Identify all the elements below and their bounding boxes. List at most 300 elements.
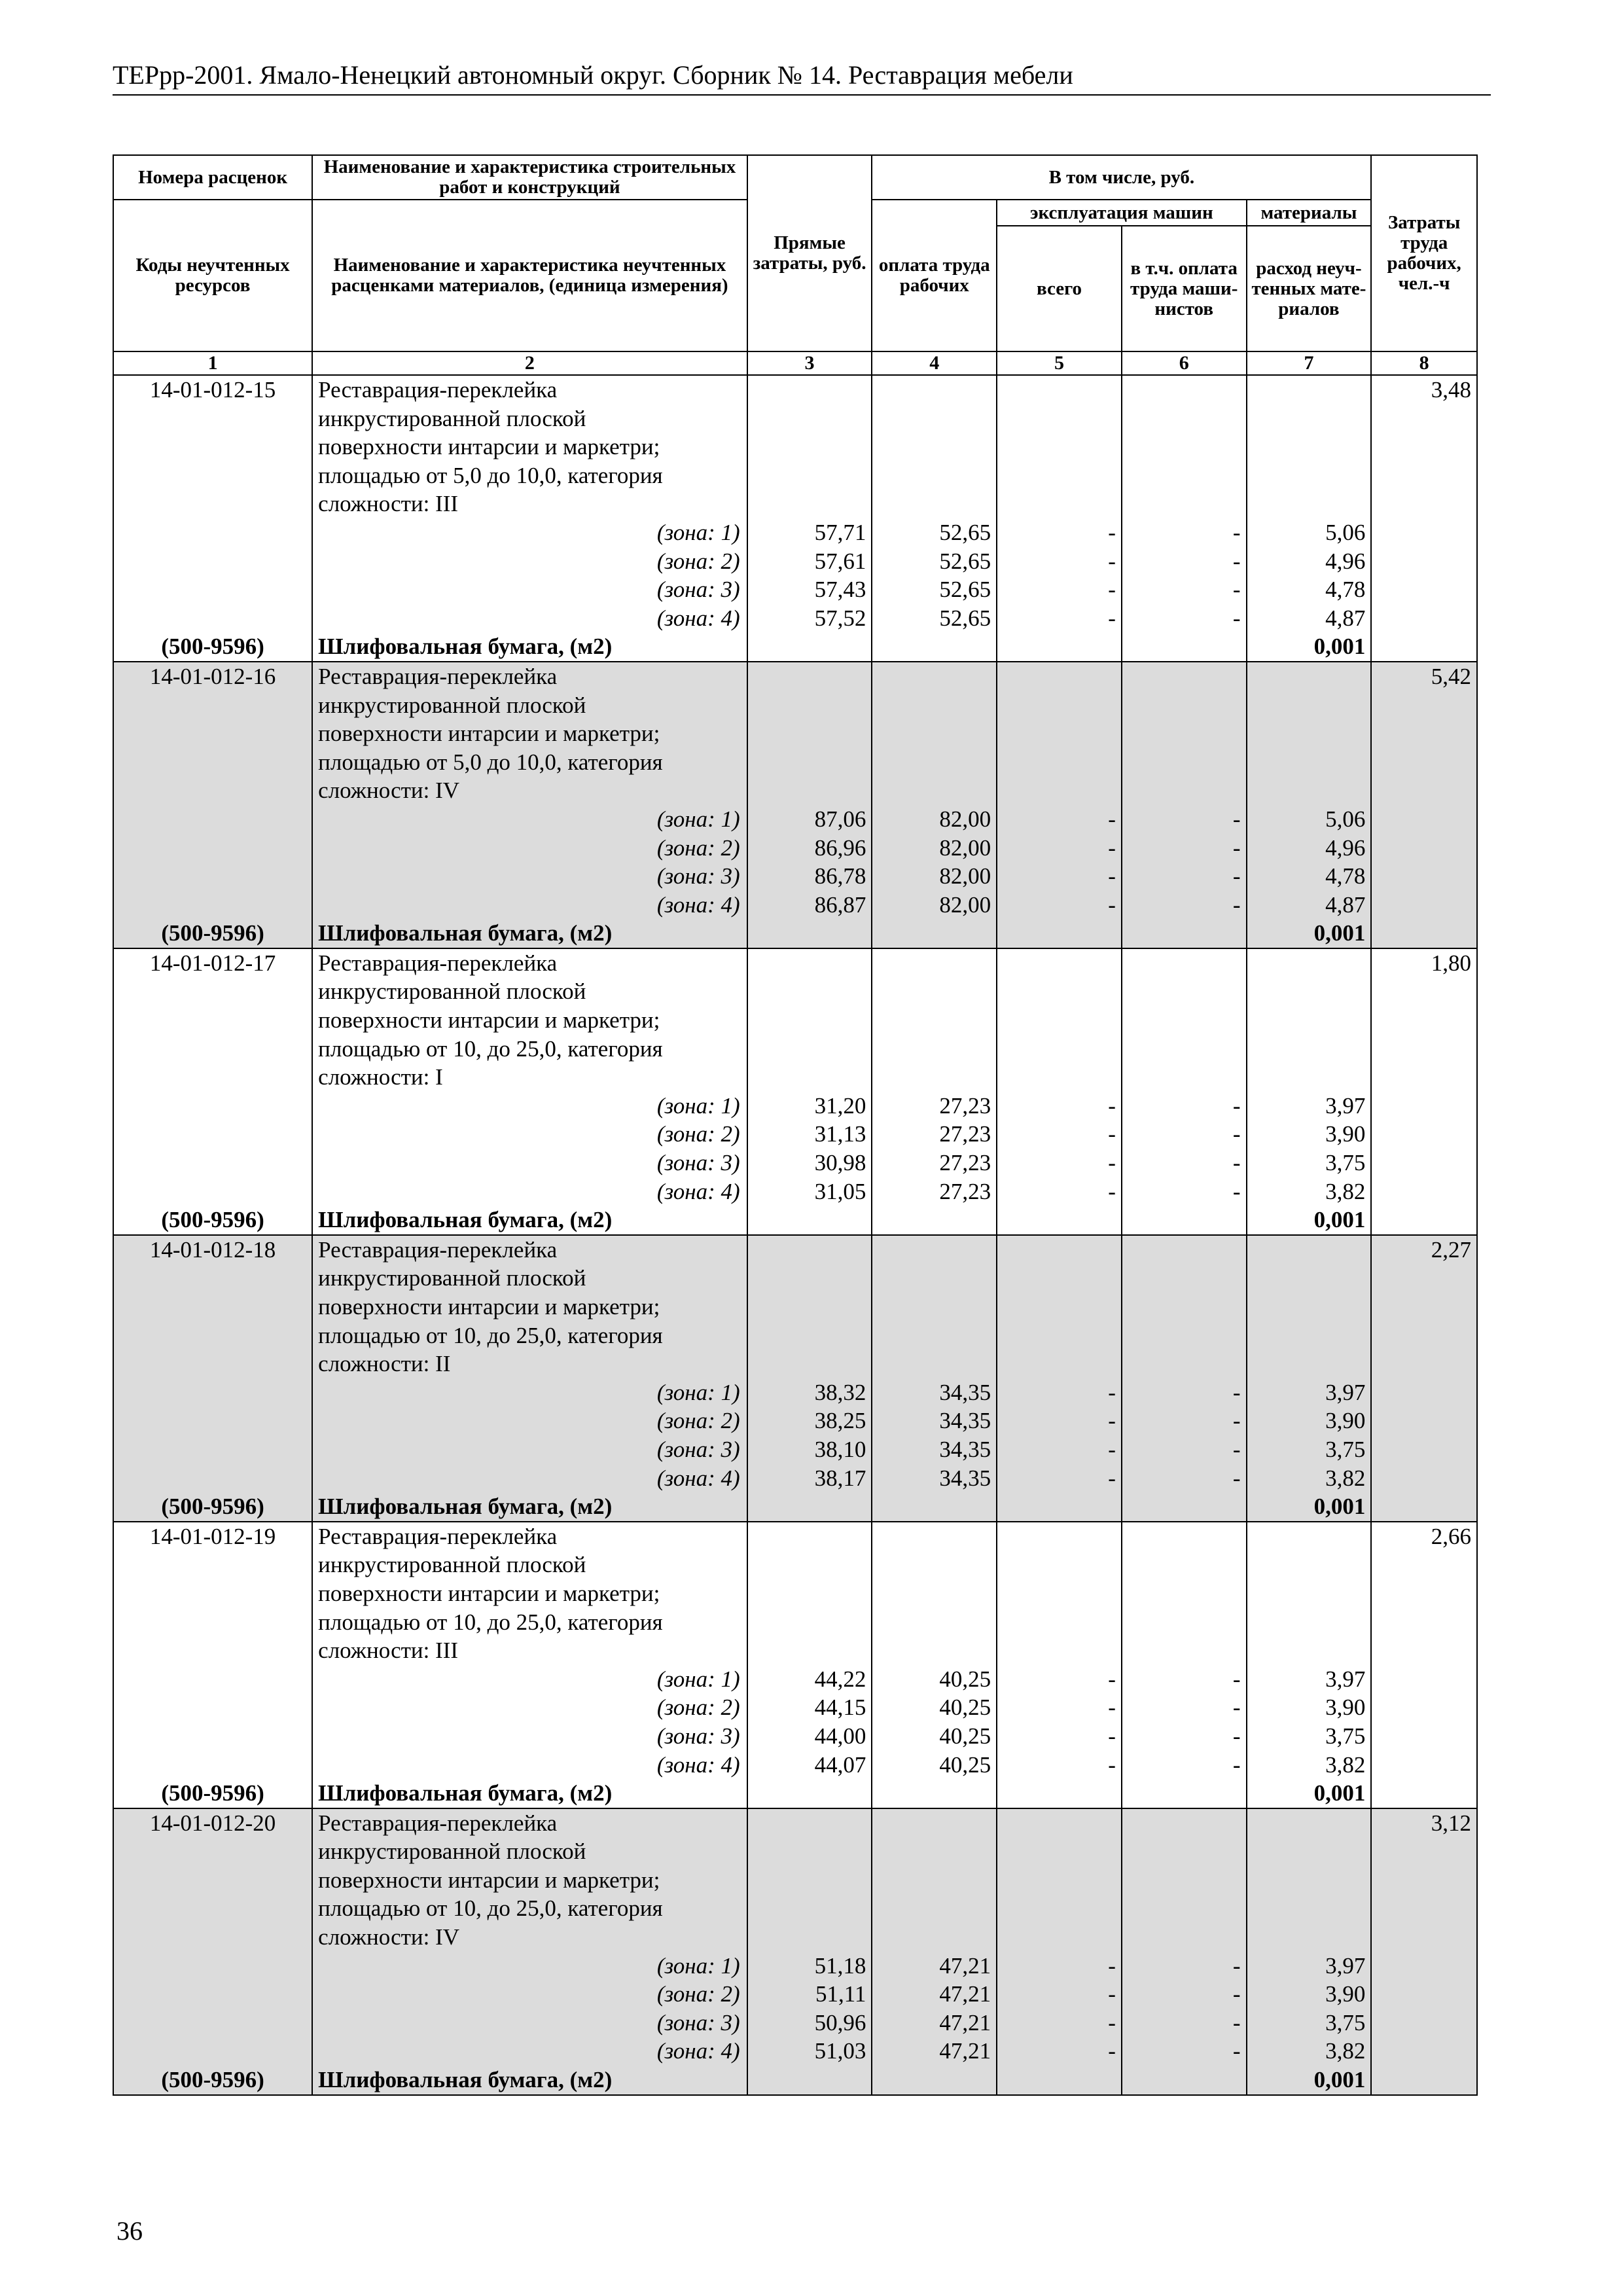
table-cell <box>1371 1722 1477 1751</box>
table-cell <box>997 776 1122 805</box>
table-cell <box>113 1751 312 1780</box>
zone-label: (зона: 3) <box>312 1722 747 1751</box>
labor-cost-value: 5,42 <box>1371 662 1477 691</box>
direct-cost-value: 31,20 <box>747 1092 872 1121</box>
table-row <box>113 1636 1477 1665</box>
table-cell <box>872 1264 997 1293</box>
table-cell <box>872 2066 997 2095</box>
table-cell <box>1371 1665 1477 1694</box>
table-cell <box>113 1866 312 1895</box>
table-cell <box>997 1522 1122 1551</box>
table-cell <box>113 719 312 748</box>
resource-code: (500-9596) <box>113 919 312 948</box>
table-cell <box>1371 977 1477 1006</box>
rate-code: 14-01-012-15 <box>113 375 312 404</box>
table-row <box>113 404 1477 433</box>
direct-cost-value: 51,03 <box>747 2037 872 2066</box>
table-cell <box>1247 1235 1372 1265</box>
materials-value: 3,97 <box>1247 1378 1372 1407</box>
table-cell <box>747 1206 872 1235</box>
zone-row <box>113 1378 1477 1407</box>
table-cell <box>747 1006 872 1035</box>
table-cell <box>113 1035 312 1064</box>
table-cell <box>1371 1579 1477 1608</box>
column-number: 5 <box>997 351 1122 375</box>
table-cell <box>1371 604 1477 633</box>
table-cell <box>113 834 312 863</box>
table-cell <box>1371 1492 1477 1522</box>
materials-value: 4,78 <box>1247 575 1372 604</box>
table-cell <box>997 1923 1122 1952</box>
table-cell <box>1247 1293 1372 1321</box>
zone-row <box>113 834 1477 863</box>
machinists-pay-value: - <box>1122 1407 1247 1435</box>
table-cell <box>997 1063 1122 1092</box>
zone-label: (зона: 2) <box>312 1407 747 1435</box>
table-cell <box>747 1350 872 1378</box>
resource-name: Шлифовальная бумага, (м2) <box>312 1492 747 1522</box>
zone-row <box>113 518 1477 547</box>
table-cell <box>1371 1751 1477 1780</box>
table-cell <box>997 375 1122 404</box>
machinists-pay-value: - <box>1122 834 1247 863</box>
table-cell <box>113 2009 312 2037</box>
table-cell <box>872 776 997 805</box>
zone-label: (зона: 4) <box>312 1751 747 1780</box>
table-cell <box>997 662 1122 691</box>
table-cell <box>1371 1063 1477 1092</box>
table-cell <box>997 2066 1122 2095</box>
labor-pay-value: 27,23 <box>872 1092 997 1121</box>
labor-pay-value: 82,00 <box>872 805 997 834</box>
machines-total-value: - <box>997 834 1122 863</box>
table-cell <box>872 404 997 433</box>
materials-value: 3,90 <box>1247 1407 1372 1435</box>
table-cell <box>997 748 1122 777</box>
machines-total-value: - <box>997 1120 1122 1149</box>
machines-total-value: - <box>997 1751 1122 1780</box>
table-cell <box>1122 1321 1247 1350</box>
table-cell <box>1247 461 1372 490</box>
table-cell <box>113 776 312 805</box>
labor-pay-value: 40,25 <box>872 1722 997 1751</box>
work-description-line: сложности: III <box>312 1636 747 1665</box>
table-cell <box>1371 404 1477 433</box>
table-cell <box>1371 1894 1477 1923</box>
table-cell <box>113 547 312 576</box>
materials-value: 5,06 <box>1247 805 1372 834</box>
table-cell <box>113 1980 312 2009</box>
rate-group <box>113 1235 1477 1522</box>
table-cell <box>113 1120 312 1149</box>
table-cell <box>1122 433 1247 461</box>
table-cell <box>1247 1579 1372 1608</box>
table-cell <box>1371 1092 1477 1121</box>
machinists-pay-value: - <box>1122 1722 1247 1751</box>
direct-cost-value: 30,98 <box>747 1149 872 1177</box>
table-cell <box>747 691 872 720</box>
table-cell <box>872 461 997 490</box>
table-cell <box>1371 691 1477 720</box>
work-description-line: поверхности интарсии и маркетри; <box>312 1293 747 1321</box>
table-row <box>113 948 1477 978</box>
table-cell <box>747 662 872 691</box>
table-cell <box>1122 977 1247 1006</box>
table-cell <box>1122 1522 1247 1551</box>
table-cell <box>113 1407 312 1435</box>
machines-total-value: - <box>997 518 1122 547</box>
machinists-pay-value: - <box>1122 1665 1247 1694</box>
table-cell <box>997 719 1122 748</box>
table-row <box>113 1235 1477 1265</box>
table-cell <box>1371 547 1477 576</box>
table-cell <box>872 977 997 1006</box>
table-cell <box>872 375 997 404</box>
table-cell <box>872 1636 997 1665</box>
table-cell <box>1247 1321 1372 1350</box>
table-cell <box>872 662 997 691</box>
machinists-pay-value: - <box>1122 1177 1247 1206</box>
labor-pay-value: 52,65 <box>872 518 997 547</box>
zone-label: (зона: 1) <box>312 518 747 547</box>
table-cell <box>997 1293 1122 1321</box>
direct-cost-value: 38,32 <box>747 1378 872 1407</box>
table-cell <box>113 490 312 518</box>
table-cell <box>872 1063 997 1092</box>
table-cell <box>747 2066 872 2095</box>
table-cell <box>997 948 1122 978</box>
table-cell <box>1371 433 1477 461</box>
table-cell <box>747 948 872 978</box>
resource-quantity: 0,001 <box>1247 632 1372 662</box>
work-description-line: инкрустированной плоской <box>312 1837 747 1866</box>
table-row <box>113 1837 1477 1866</box>
table-cell <box>1122 1923 1247 1952</box>
table-cell <box>1371 2037 1477 2066</box>
direct-cost-value: 38,25 <box>747 1407 872 1435</box>
table-cell <box>1122 375 1247 404</box>
materials-value: 4,78 <box>1247 862 1372 891</box>
table-row <box>113 1350 1477 1378</box>
table-cell <box>747 632 872 662</box>
table-cell <box>747 719 872 748</box>
table-cell <box>872 748 997 777</box>
table-cell <box>997 1551 1122 1579</box>
materials-value: 3,75 <box>1247 2009 1372 2037</box>
table-cell <box>1122 1492 1247 1522</box>
table-cell <box>1122 1206 1247 1235</box>
table-row <box>113 433 1477 461</box>
zone-row <box>113 1751 1477 1780</box>
work-description-line: сложности: IV <box>312 776 747 805</box>
table-row <box>113 1579 1477 1608</box>
labor-pay-value: 27,23 <box>872 1120 997 1149</box>
table-cell <box>997 1808 1122 1838</box>
zone-label: (зона: 1) <box>312 1952 747 1981</box>
table-cell <box>747 1551 872 1579</box>
materials-value: 3,75 <box>1247 1149 1372 1177</box>
table-cell <box>113 1006 312 1035</box>
labor-pay-value: 47,21 <box>872 1952 997 1981</box>
materials-value: 4,96 <box>1247 834 1372 863</box>
materials-value: 4,87 <box>1247 604 1372 633</box>
labor-cost-value: 3,48 <box>1371 375 1477 404</box>
zone-row <box>113 604 1477 633</box>
zone-row <box>113 547 1477 576</box>
table-row <box>113 490 1477 518</box>
machines-total-value: - <box>997 805 1122 834</box>
table-cell <box>1247 1837 1372 1866</box>
zone-row <box>113 575 1477 604</box>
work-description-line: сложности: III <box>312 490 747 518</box>
table-cell <box>872 1808 997 1838</box>
work-description-line: площадью от 5,0 до 10,0, категория <box>312 748 747 777</box>
table-cell <box>747 1235 872 1265</box>
machinists-pay-value: - <box>1122 862 1247 891</box>
materials-value: 3,97 <box>1247 1952 1372 1981</box>
table-cell <box>113 2037 312 2066</box>
machinists-pay-value: - <box>1122 1693 1247 1722</box>
table-cell <box>997 1235 1122 1265</box>
zone-row <box>113 2037 1477 2066</box>
rate-group <box>113 1522 1477 1808</box>
table-row <box>113 977 1477 1006</box>
machines-total-value: - <box>997 1693 1122 1722</box>
machines-total-value: - <box>997 1407 1122 1435</box>
table-cell <box>747 776 872 805</box>
work-description-line: поверхности интарсии и маркетри; <box>312 1866 747 1895</box>
table-cell <box>1371 1177 1477 1206</box>
zone-label: (зона: 3) <box>312 2009 747 2037</box>
table-row <box>113 1293 1477 1321</box>
column-number: 3 <box>747 351 872 375</box>
table-cell <box>1371 891 1477 920</box>
table-cell <box>1122 1808 1247 1838</box>
labor-cost-value: 3,12 <box>1371 1808 1477 1838</box>
table-cell <box>113 1350 312 1378</box>
table-row <box>113 1264 1477 1293</box>
resource-quantity: 0,001 <box>1247 2066 1372 2095</box>
direct-cost-value: 44,07 <box>747 1751 872 1780</box>
table-cell <box>747 1579 872 1608</box>
materials-value: 3,82 <box>1247 1464 1372 1493</box>
resource-row <box>113 632 1477 662</box>
table-cell <box>747 1035 872 1064</box>
column-number: 4 <box>872 351 997 375</box>
table-cell <box>1247 490 1372 518</box>
work-description-line: сложности: II <box>312 1350 747 1378</box>
resource-code: (500-9596) <box>113 1206 312 1235</box>
work-description-line: инкрустированной плоской <box>312 404 747 433</box>
direct-cost-value: 38,10 <box>747 1435 872 1464</box>
zone-label: (зона: 4) <box>312 2037 747 2066</box>
table-cell <box>1247 375 1372 404</box>
table-cell <box>113 1636 312 1665</box>
table-cell <box>1122 1636 1247 1665</box>
table-cell <box>1122 1035 1247 1064</box>
table-cell <box>872 1779 997 1808</box>
table-cell <box>1122 948 1247 978</box>
labor-pay-value: 47,21 <box>872 1980 997 2009</box>
direct-cost-value: 44,15 <box>747 1693 872 1722</box>
table-row <box>113 1035 1477 1064</box>
table-cell <box>113 433 312 461</box>
table-row <box>113 1808 1477 1838</box>
table-cell <box>1371 1407 1477 1435</box>
table-cell <box>1247 1063 1372 1092</box>
resource-row <box>113 1492 1477 1522</box>
table-cell <box>997 1608 1122 1637</box>
labor-pay-value: 40,25 <box>872 1751 997 1780</box>
zone-label: (зона: 1) <box>312 1378 747 1407</box>
table-cell <box>872 1551 997 1579</box>
work-description-line: Реставрация-переклейка <box>312 662 747 691</box>
table-cell <box>1122 691 1247 720</box>
resource-code: (500-9596) <box>113 632 312 662</box>
table-cell <box>747 1866 872 1895</box>
table-cell <box>1122 748 1247 777</box>
labor-pay-value: 47,21 <box>872 2009 997 2037</box>
resource-code: (500-9596) <box>113 1492 312 1522</box>
table-cell <box>872 1035 997 1064</box>
rate-group <box>113 948 1477 1235</box>
table-cell <box>997 691 1122 720</box>
resource-name: Шлифовальная бумага, (м2) <box>312 632 747 662</box>
table-cell <box>1371 719 1477 748</box>
machines-total-value: - <box>997 547 1122 576</box>
machinists-pay-value: - <box>1122 1378 1247 1407</box>
work-description-line: инкрустированной плоской <box>312 691 747 720</box>
table-cell <box>1247 1522 1372 1551</box>
table-cell <box>872 919 997 948</box>
resource-row <box>113 1779 1477 1808</box>
table-cell <box>113 1293 312 1321</box>
rate-code: 14-01-012-20 <box>113 1808 312 1838</box>
zone-row <box>113 862 1477 891</box>
table-row <box>113 748 1477 777</box>
table-cell <box>1122 632 1247 662</box>
direct-cost-value: 87,06 <box>747 805 872 834</box>
materials-value: 3,90 <box>1247 1980 1372 2009</box>
table-cell <box>1371 1120 1477 1149</box>
rate-code: 14-01-012-17 <box>113 948 312 978</box>
table-cell <box>747 1264 872 1293</box>
work-description-line: инкрустированной плоской <box>312 1264 747 1293</box>
table-cell <box>1247 691 1372 720</box>
table-cell <box>997 632 1122 662</box>
table-cell <box>1247 1264 1372 1293</box>
table-cell <box>1122 1608 1247 1637</box>
table-cell <box>113 1464 312 1493</box>
table-cell <box>1371 1779 1477 1808</box>
table-cell <box>1122 1894 1247 1923</box>
resource-quantity: 0,001 <box>1247 1206 1372 1235</box>
table-cell <box>1122 1063 1247 1092</box>
table-cell <box>1122 1293 1247 1321</box>
table-cell <box>747 1923 872 1952</box>
table-cell <box>997 1264 1122 1293</box>
zone-row <box>113 1464 1477 1493</box>
work-description-line: Реставрация-переклейка <box>312 1808 747 1838</box>
table-cell <box>1371 776 1477 805</box>
table-cell <box>1247 748 1372 777</box>
table-cell <box>872 719 997 748</box>
machines-total-value: - <box>997 2009 1122 2037</box>
zone-row <box>113 1952 1477 1981</box>
table-cell <box>1122 404 1247 433</box>
table-cell <box>1122 1837 1247 1866</box>
table-cell <box>872 691 997 720</box>
labor-pay-value: 34,35 <box>872 1378 997 1407</box>
materials-value: 3,75 <box>1247 1722 1372 1751</box>
table-cell <box>1371 2066 1477 2095</box>
table-cell <box>1371 1952 1477 1981</box>
table-cell <box>113 1378 312 1407</box>
table-cell <box>1122 1264 1247 1293</box>
materials-value: 3,97 <box>1247 1665 1372 1694</box>
direct-cost-value: 57,43 <box>747 575 872 604</box>
table-cell <box>747 490 872 518</box>
table-cell <box>1247 948 1372 978</box>
table-cell <box>113 1665 312 1694</box>
zone-label: (зона: 2) <box>312 1980 747 2009</box>
labor-pay-value: 82,00 <box>872 891 997 920</box>
machines-total-value: - <box>997 891 1122 920</box>
table-cell <box>1247 719 1372 748</box>
table-cell <box>1371 575 1477 604</box>
table-cell <box>872 1321 997 1350</box>
work-description-line: поверхности интарсии и маркетри; <box>312 719 747 748</box>
zone-row <box>113 1407 1477 1435</box>
table-cell <box>1371 1435 1477 1464</box>
table-cell <box>113 1693 312 1722</box>
header-including: В том числе, руб. <box>872 155 1371 200</box>
table-cell <box>1122 1779 1247 1808</box>
table-cell <box>872 1837 997 1866</box>
machines-total-value: - <box>997 575 1122 604</box>
materials-value: 3,82 <box>1247 1177 1372 1206</box>
table-cell <box>1122 1235 1247 1265</box>
table-row <box>113 1321 1477 1350</box>
resource-name: Шлифовальная бумага, (м2) <box>312 1779 747 1808</box>
table-cell <box>1371 1006 1477 1035</box>
work-description-line: площадью от 5,0 до 10,0, категория <box>312 461 747 490</box>
table-row <box>113 1006 1477 1035</box>
header-resource-codes: Коды неучтенных ресурсов <box>113 200 312 351</box>
machines-total-value: - <box>997 1665 1122 1694</box>
table-cell <box>747 1522 872 1551</box>
work-description-line: Реставрация-переклейка <box>312 948 747 978</box>
table-cell <box>872 1923 997 1952</box>
table-cell <box>113 1952 312 1981</box>
header-labor-costs: Затраты труда рабочих, чел.-ч <box>1371 155 1477 351</box>
zone-label: (зона: 3) <box>312 575 747 604</box>
direct-cost-value: 31,13 <box>747 1120 872 1149</box>
table-cell <box>997 490 1122 518</box>
table-cell <box>1371 2009 1477 2037</box>
table-cell <box>1371 1378 1477 1407</box>
machines-total-value: - <box>997 1464 1122 1493</box>
table-cell <box>1371 1608 1477 1637</box>
zone-label: (зона: 1) <box>312 1092 747 1121</box>
zone-row <box>113 805 1477 834</box>
table-cell <box>113 691 312 720</box>
table-cell <box>113 1435 312 1464</box>
work-description-line: поверхности интарсии и маркетри; <box>312 433 747 461</box>
table-cell <box>872 1006 997 1035</box>
machines-total-value: - <box>997 1435 1122 1464</box>
direct-cost-value: 31,05 <box>747 1177 872 1206</box>
